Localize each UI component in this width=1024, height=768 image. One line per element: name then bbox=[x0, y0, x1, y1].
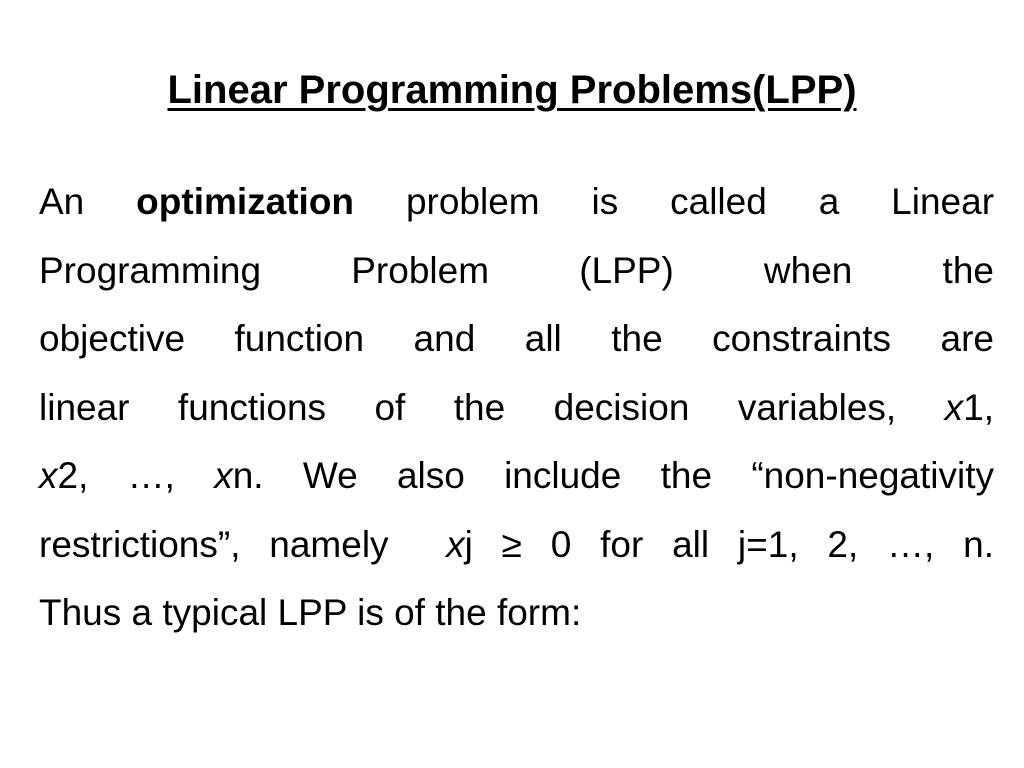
paragraph-line-4 bbox=[39, 374, 994, 443]
text-2-ellipsis: 2, …, bbox=[57, 455, 175, 496]
text-subscript-1: 1, bbox=[963, 386, 994, 428]
slide-title: Linear Programming Problems(LPP) bbox=[167, 68, 857, 112]
paragraph-line-5 bbox=[39, 442, 994, 511]
paragraph-line-7: Thus a typical LPP is of the form: bbox=[39, 592, 582, 633]
text-restrictions-namely: restrictions”, namely bbox=[39, 523, 389, 565]
paragraph-line-1 bbox=[39, 168, 994, 237]
text-problem-called: problem is called a Linear bbox=[405, 181, 995, 222]
variable-x-italic: x bbox=[39, 455, 58, 496]
text-an: An bbox=[39, 181, 85, 222]
paragraph-line-3: objective function and all the constraints are bbox=[39, 318, 994, 359]
variable-x-italic: x bbox=[446, 523, 465, 565]
text-n-nonnegativity: n. We also include the “non-negativity bbox=[232, 455, 995, 496]
paragraph-line-2: Programming Problem (LPP) when the bbox=[39, 249, 994, 291]
text-j-constraint: j ≥ 0 for all j=1, 2, …, n. bbox=[464, 523, 994, 565]
text-linear-functions: linear functions of the decision variables, bbox=[39, 386, 897, 428]
slide-body-paragraph bbox=[39, 168, 994, 648]
variable-x-italic: x bbox=[214, 455, 233, 496]
paragraph-line-6 bbox=[39, 511, 994, 580]
text-optimization-bold: optimization bbox=[136, 181, 355, 222]
variable-x-italic: x bbox=[944, 386, 964, 428]
